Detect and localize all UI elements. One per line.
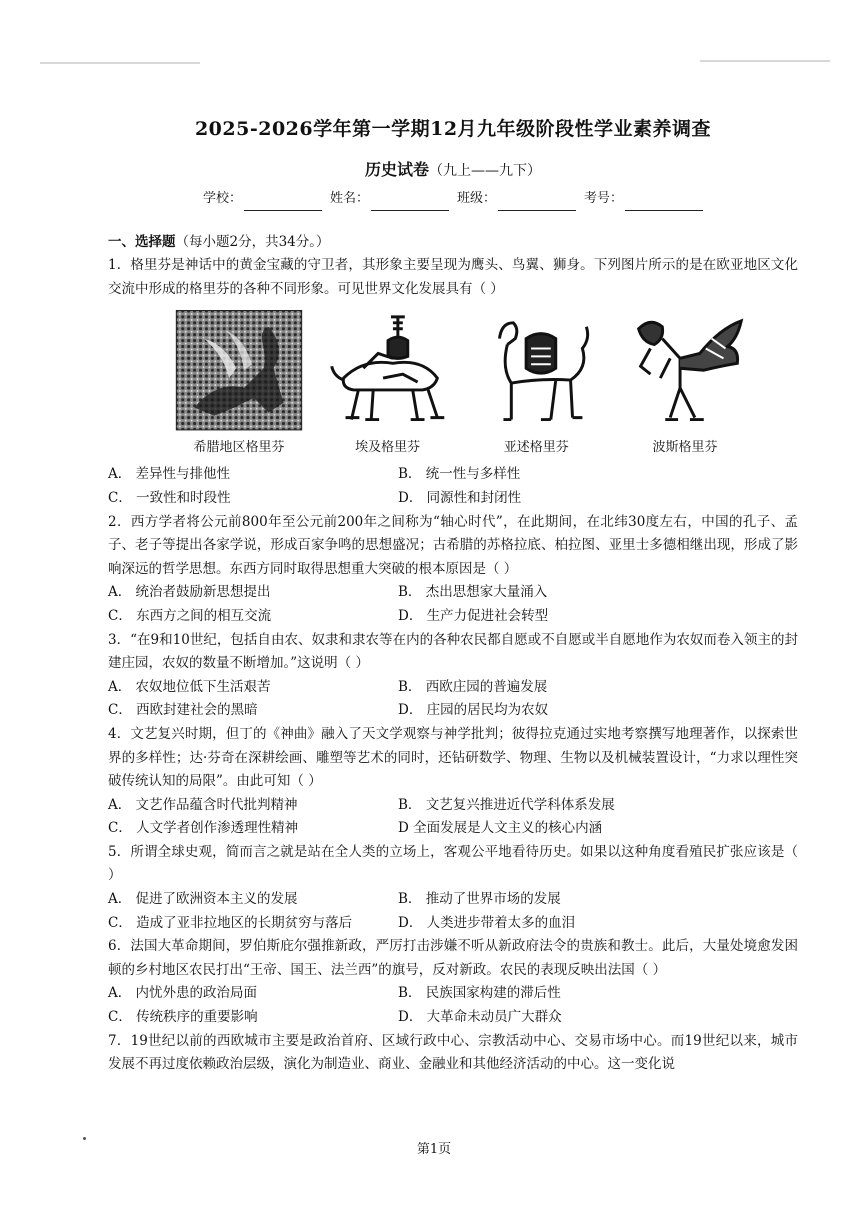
option-c[interactable]: C． 传统秩序的重要影响 — [108, 1009, 258, 1026]
exam-subtitle — [108, 158, 798, 183]
option-d[interactable]: D． 大革命未动员广大群众 — [398, 1009, 562, 1026]
question-stem: 3．“在9和10世纪，包括自由农、奴隶和隶农等在内的各种农民都自愿或不自愿或半自愿地作为农奴而卷入领主的封建庄园，农奴的数量不断增加。”这说明（ ） — [108, 631, 798, 672]
school-label: 学校： — [202, 191, 242, 206]
option-d[interactable]: D 全面发展是人文主义的核心内涵 — [398, 820, 603, 837]
name-label: 姓名： — [329, 191, 369, 206]
exam-title: 2025-2026学年第一学期12月九年级阶段性学业素养调查 — [194, 118, 712, 140]
subtitle-note: （九上——九下） — [429, 163, 541, 179]
school-blank[interactable] — [244, 194, 322, 211]
option-a[interactable]: A． 内忧外患的政治局面 — [108, 985, 258, 1002]
question-stem: 1．格里芬是神话中的黄金宝藏的守卫者，其形象主要呈现为鹰头、鸟翼、狮身。下列图片所示的是在欧亚地区文化交流中形成的格里芬的各种不同形象。可见世界文化发展具有（ ） — [108, 257, 798, 297]
figure-persian-griffin — [620, 309, 750, 459]
option-b[interactable]: B． 杰出思想家大量涌入 — [398, 584, 548, 601]
class-label: 班级： — [457, 191, 497, 206]
answer-options — [108, 463, 798, 510]
section-note: （每小题2分，共34分。） — [175, 233, 330, 250]
question-4 — [108, 723, 798, 841]
name-blank[interactable] — [371, 194, 449, 211]
class-blank[interactable] — [498, 194, 576, 211]
option-c[interactable]: C． 西欧封建社会的黑暗 — [108, 702, 258, 719]
option-d[interactable]: D． 同源性和封闭性 — [398, 489, 522, 506]
school-field[interactable] — [203, 187, 322, 211]
persian-griffin-image — [620, 309, 750, 431]
page-number: 第1页 — [416, 1142, 452, 1157]
question-stem: 5．所谓全球史观，简而言之就是站在全人类的立场上，客观公平地看待历史。如果以这种角度看殖民扩张应该是（ ） — [108, 843, 798, 884]
subtitle-text: 历史试卷 — [364, 160, 429, 179]
option-a[interactable]: A． 文艺作品蕴含时代批判精神 — [108, 796, 298, 813]
figure-caption: 波斯格里芬 — [652, 439, 718, 455]
answer-options — [108, 794, 798, 841]
figure-caption: 亚述格里芬 — [503, 439, 569, 455]
option-c[interactable]: C． 东西方之间的相互交流 — [108, 607, 272, 624]
scan-edge-top — [40, 62, 200, 64]
exam-number-label: 考号： — [584, 191, 624, 206]
option-c[interactable]: C． 人文学者创作渗透理性精神 — [108, 820, 299, 837]
name-field[interactable] — [330, 187, 449, 211]
question-3 — [108, 629, 798, 723]
answer-options — [108, 676, 798, 723]
question-stem: 4．文艺复兴时期，但丁的《神曲》融入了天文学观察与神学批判；彼得拉克通过实地考察撰写地理著作，以探索世界的多样性；达·芬奇在深耕绘画、雕塑等艺术的同时，还钻研数学、物理、生物以及机械装置设计，“力求以理性突破传统认知的局限”。由此可知（ ） — [108, 725, 798, 790]
figure-caption: 埃及格里芬 — [355, 439, 421, 455]
option-c[interactable]: C． 一致性和时段性 — [108, 489, 231, 506]
option-b[interactable]: B． 民族国家构建的滞后性 — [398, 985, 561, 1002]
exam-number-field[interactable] — [584, 187, 703, 211]
option-b[interactable]: B． 统一性与多样性 — [398, 466, 521, 483]
option-b[interactable]: B． 西欧庄园的普遍发展 — [398, 678, 548, 695]
section-heading — [108, 231, 798, 255]
section-title: 一、选择题 — [108, 233, 176, 250]
assyrian-griffin-image — [471, 309, 601, 431]
option-a[interactable]: A． 差异性与排他性 — [108, 466, 231, 483]
exam-page — [108, 110, 798, 1077]
question-7 — [108, 1030, 798, 1077]
question-1 — [108, 254, 798, 510]
figure-caption: 希腊地区格里芬 — [193, 439, 285, 455]
option-d[interactable]: D． 庄园的居民均为农奴 — [398, 702, 549, 719]
question-stem: 7．19世纪以前的西欧城市主要是政治首府、区域行政中心、宗教活动中心、交易市场中心。而19世纪以来，城市发展不再过度依赖政治层级，演化为制造业、商业、金融业和其他经济活动的中心。这一变化说 — [108, 1032, 798, 1073]
question-2 — [108, 511, 798, 629]
option-a[interactable]: A． 统治者鼓励新思想提出 — [108, 584, 271, 601]
student-info-row — [108, 187, 798, 211]
figure-assyrian-griffin — [471, 309, 601, 459]
answer-options — [108, 581, 798, 628]
question-5 — [108, 841, 798, 935]
question-6 — [108, 935, 798, 1029]
option-a[interactable]: A． 促进了欧洲资本主义的发展 — [108, 891, 298, 908]
answer-options — [108, 888, 798, 935]
option-d[interactable]: D． 生产力促进社会转型 — [398, 607, 549, 624]
option-b[interactable]: B． 文艺复兴推进近代学科体系发展 — [398, 796, 615, 813]
egyptian-griffin-image — [323, 309, 453, 431]
griffin-figures — [108, 301, 798, 463]
question-stem: 2．西方学者将公元前800年至公元前200年之间称为“轴心时代”，在此期间，在北纬30度左右，中国的孔子、孟子、老子等提出各家学说，形成百家争鸣的思想盛况；古希腊的苏格拉底、柏拉图、亚里士多德相继出现，形成了影响深远的哲学思想。东西方同时取得思想重大突破的根本原因是（ ） — [108, 513, 798, 577]
option-b[interactable]: B． 推动了世界市场的发展 — [398, 891, 561, 908]
scan-edge-top-right — [700, 60, 830, 62]
figure-greek-griffin — [174, 309, 304, 459]
answer-options — [108, 982, 798, 1029]
exam-number-blank[interactable] — [625, 194, 703, 211]
greek-griffin-image — [174, 309, 304, 431]
class-field[interactable] — [457, 187, 576, 211]
question-stem: 6．法国大革命期间，罗伯斯庇尔强推新政，严厉打击涉嫌不听从新政府法令的贵族和教士。此后，大量处境愈发困顿的乡村地区农民打出“王帝、国王、法兰西”的旗号，反对新政。农民的表现反映出法国（ ） — [108, 938, 798, 978]
figure-egyptian-griffin — [323, 309, 453, 459]
option-d[interactable]: D． 人类进步带着太多的血泪 — [398, 914, 576, 931]
option-a[interactable]: A． 农奴地位低下生活艰苦 — [108, 678, 271, 695]
option-c[interactable]: C． 造成了亚非拉地区的长期贫穷与落后 — [108, 914, 353, 931]
